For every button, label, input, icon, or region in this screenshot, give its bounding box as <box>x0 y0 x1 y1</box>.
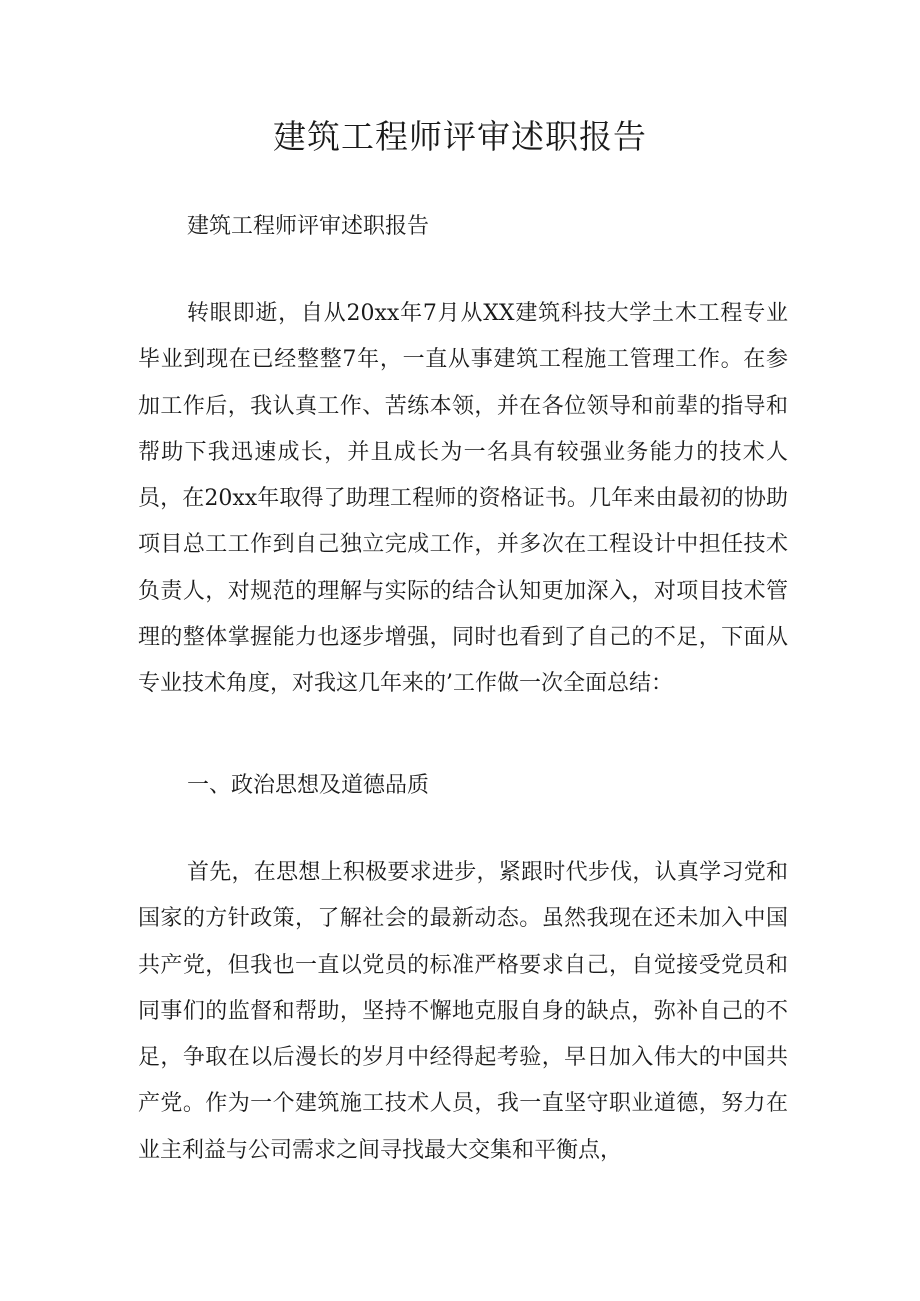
paragraph-intro: 转眼即逝，自从20xx年7月从XX建筑科技大学土木工程专业毕业到现在已经整整7年，一直从事建筑工程施工管理工作。在参加工作后，我认真工作、苦练本领，并在各位领导和前辈的指导和帮助下我迅速成长，并且成长为一名具有较强业务能力的技术人员，在20xx年取得了助理工程师的资格证书。几年来由最初的协助项目总工工作到自己独立完成工作，并多次在工程设计中担任技术负责人，对规范的理解与实际的结合认知更加深入，对项目技术管理的整体掌握能力也逐步增强，同时也看到了自己的不足，下面从专业技术角度，对我这几年来的’工作做一次全面总结： <box>138 301 788 697</box>
paragraph-political: 首先，在思想上积极要求进步，紧跟时代步伐，认真学习党和国家的方针政策，了解社会的最新动态。虽然我现在还未加入中国共产党，但我也一直以党员的标准严格要求自己，自觉接受党员和同事们的监督和帮助，坚持不懈地克服自身的缺点，弥补自己的不足，争取在以后漫长的岁月中经得起考验，早日加入伟大的中国共产党。作为一个建筑施工技术人员，我一直坚守职业道德，努力在业主利益与公司需求之间寻找最大交集和平衡点， <box>138 860 788 1163</box>
section-heading-political: 一、政治思想及道德品质 <box>187 773 430 798</box>
document-subtitle: 建筑工程师评审述职报告 <box>187 214 430 239</box>
document-title: 建筑工程师评审述职报告 <box>273 117 647 156</box>
